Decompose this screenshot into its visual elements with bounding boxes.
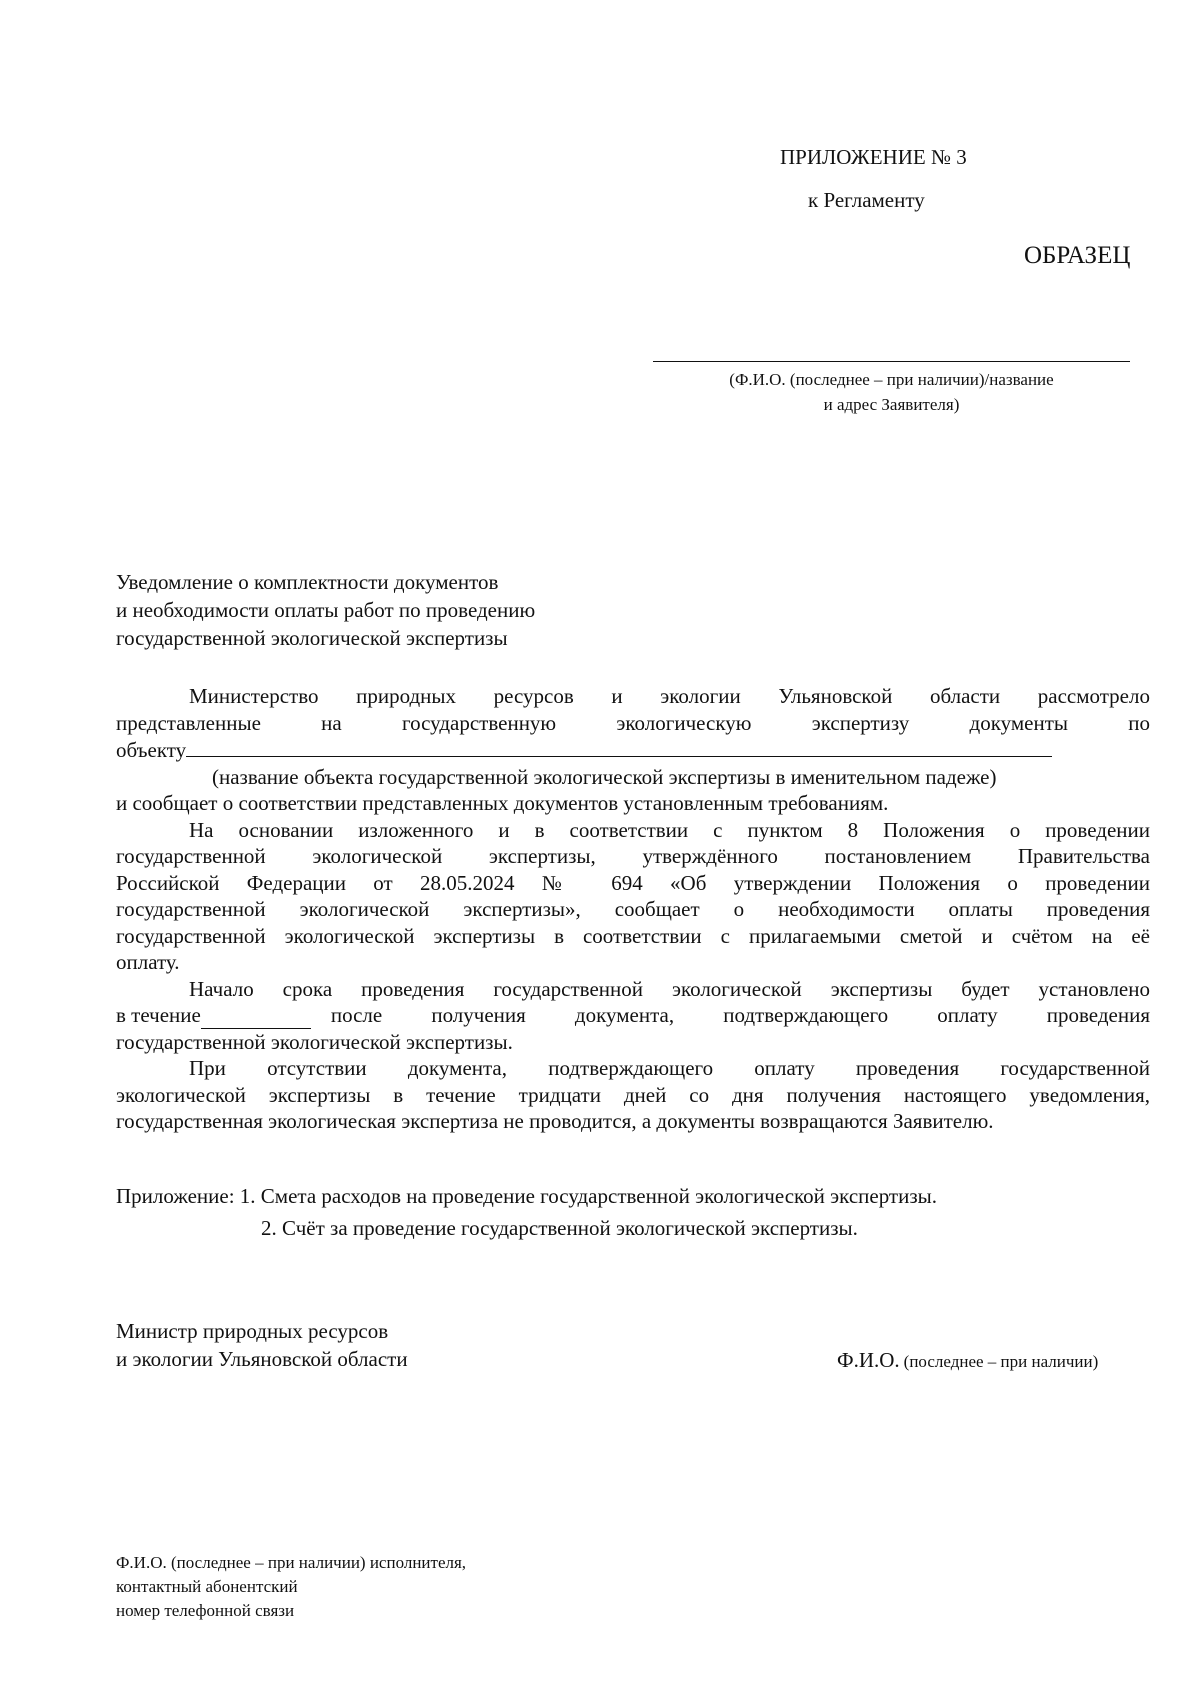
applicant-caption-line1: (Ф.И.О. (последнее – при наличии)/название: [729, 370, 1054, 389]
p2-line3: Российской Федерации от 28.05.2024 № 694 «Об утверждении Положения о проведении: [116, 870, 1150, 895]
p4-line2: экологической экспертизы в течение тридцати дней со дня получения настоящего уведомления,: [116, 1082, 1150, 1107]
sample-stamp: ОБРАЗЕЦ: [1024, 242, 1131, 269]
attachments-block: [116, 1180, 937, 1244]
p2-line1: На основании изложенного и в соответствии с пунктом 8 Положения о проведении: [189, 817, 1150, 842]
applicant-blank-line: [653, 361, 1130, 362]
executor-line2: контактный абонентский: [116, 1577, 298, 1596]
regulation-reference: к Регламенту: [808, 188, 925, 212]
p2-line4: государственной экологической экспертизы», сообщает о необходимости оплаты проведения: [116, 897, 1150, 921]
p3-line2: [116, 1002, 1150, 1029]
title-line1: Уведомление о комплектности документов: [116, 570, 499, 594]
p1-line4: и сообщает о соответствии представленных документов установленным требованиям.: [116, 791, 889, 815]
p1-line1: Министерство природных ресурсов и экологии Ульяновской области рассмотрело: [189, 684, 1150, 708]
object-caption: (название объекта государственной экологической экспертизы в именительном падеже): [212, 764, 997, 789]
notice-body: [116, 683, 1150, 1135]
executor-line3: номер телефонной связи: [116, 1601, 295, 1620]
title-line3: государственной экологической экспертизы: [116, 626, 508, 650]
p2-line6: оплату.: [116, 950, 180, 974]
p4-line3: государственная экологическая экспертиза не проводится, а документы возвращаются Заявителю.: [116, 1109, 994, 1133]
object-label: объекту: [116, 738, 187, 762]
applicant-caption: [653, 367, 1130, 417]
attachment-item-1: 1. Смета расходов на проведение государственной экологической экспертизы.: [239, 1184, 938, 1208]
fio-label: Ф.И.О.: [837, 1348, 900, 1372]
p3-line3: государственной экологической экспертизы.: [116, 1029, 513, 1054]
signatory-fio: [837, 1347, 1098, 1374]
p4-line1: При отсутствии документа, подтверждающего оплату проведения государственной: [189, 1056, 1150, 1080]
signatory-position: [116, 1317, 408, 1373]
attachments-label: Приложение:: [116, 1184, 235, 1208]
p3-line2-rest: после получения документа, подтверждающего оплату проведения: [330, 1003, 1150, 1027]
attachment-item-2: 2. Счёт за проведение государственной экологической экспертизы.: [261, 1216, 858, 1240]
p3-during-label: в течение: [116, 1003, 201, 1027]
p1-line2: представленные на государственную экологическую экспертизу документы по: [116, 710, 1150, 735]
p1-object-line: [116, 736, 1150, 764]
p2-line5: государственной экологической экспертизы в соответствии с прилагаемыми сметой и счётом на её: [116, 923, 1150, 948]
appendix-number: ПРИЛОЖЕНИЕ № 3: [780, 145, 967, 169]
executor-line1: Ф.И.О. (последнее – при наличии) исполнителя,: [116, 1553, 467, 1572]
p2-line2: государственной экологической экспертизы, утверждённого постановлением Правительства: [116, 844, 1150, 868]
position-line2: и экологии Ульяновской области: [116, 1347, 408, 1371]
position-line1: Министр природных ресурсов: [116, 1319, 389, 1343]
executor-info: [116, 1551, 466, 1623]
term-blank-field: [201, 1008, 311, 1029]
p3-line1: Начало срока проведения государственной экологической экспертизы будет установлено: [189, 976, 1150, 1001]
object-blank-field: [186, 736, 1052, 757]
notice-title: [116, 568, 535, 652]
fio-note: (последнее – при наличии): [903, 1352, 1099, 1371]
applicant-caption-line2: и адрес Заявителя): [823, 395, 960, 414]
title-line2: и необходимости оплаты работ по проведению: [116, 598, 536, 622]
attachment-item-1-row: [116, 1180, 937, 1212]
